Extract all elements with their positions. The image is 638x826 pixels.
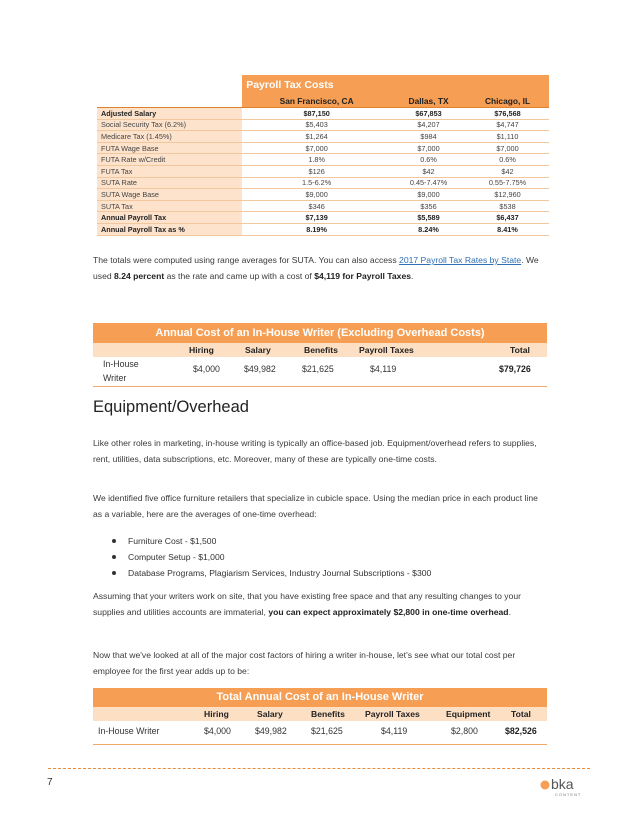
- annual-cell: $4,119: [370, 364, 397, 374]
- total-cell: $4,119: [381, 726, 408, 736]
- payroll-table-title-row: [97, 75, 549, 95]
- bullet-icon: [112, 571, 116, 575]
- table-cell: $4,207: [391, 119, 466, 131]
- payroll-table-title: Payroll Tax Costs: [242, 75, 391, 95]
- table-row: [97, 177, 549, 189]
- table-cell: $126: [242, 165, 391, 177]
- table-cell: $7,000: [391, 142, 466, 154]
- table-row: [97, 223, 549, 235]
- payroll-table-header-row: [97, 95, 549, 108]
- row-label: FUTA Tax: [97, 165, 242, 177]
- table-cell: $5,403: [242, 119, 391, 131]
- table-cell: $538: [466, 200, 549, 212]
- total-cost-table-title: Total Annual Cost of an In-House Writer: [93, 688, 547, 707]
- suta-note-paragraph: The totals were computed using range averages for SUTA. You can also access 2017 Payroll Tax Rates by State. We used 8.24 percent as the rate and came up with a cost of $4,119 for Payroll Taxes.: [93, 255, 539, 281]
- table-cell: 8.19%: [242, 223, 391, 235]
- row-label: FUTA Rate w/Credit: [97, 154, 242, 166]
- total-cell: $4,000: [204, 726, 231, 736]
- table-cell: $6,437: [466, 212, 549, 224]
- table-cell: 0.45-7.47%: [391, 177, 466, 189]
- table-cell: 0.6%: [466, 154, 549, 166]
- table-cell: $42: [466, 165, 549, 177]
- table-row: [97, 165, 549, 177]
- equipment-paragraph-1: Like other roles in marketing, in-house writing is typically an office-based job. Equipment/overhead refers to supplies, rent, utilities, data subscriptions, etc. Moreover, many of these are typically one-time costs.: [93, 438, 537, 464]
- table-cell: $12,960: [466, 189, 549, 201]
- col-header: Dallas, TX: [391, 95, 466, 108]
- table-row: [97, 142, 549, 154]
- overhead-list: [110, 533, 431, 581]
- annual-row-label: In-House Writer: [103, 359, 139, 383]
- annual-cost-table-title: Annual Cost of an In-House Writer (Excluding Overhead Costs): [93, 323, 547, 343]
- col-header: San Francisco, CA: [242, 95, 391, 108]
- table-cell: $7,000: [242, 142, 391, 154]
- bka-content-logo: [538, 775, 592, 799]
- table-row: [97, 200, 549, 212]
- table-row: [97, 189, 549, 201]
- list-item: Furniture Cost - $1,500: [110, 533, 431, 549]
- row-label: SUTA Rate: [97, 177, 242, 189]
- annual-cell: $4,000: [193, 364, 220, 374]
- col-header: Chicago, IL: [466, 95, 549, 108]
- annual-cost-table-header: Hiring Salary Benefits Payroll Taxes Total: [93, 343, 547, 357]
- payroll-tax-table: [97, 75, 549, 236]
- table-cell: $1,264: [242, 131, 391, 143]
- table-cell: $7,139: [242, 212, 391, 224]
- table-cell: $1,110: [466, 131, 549, 143]
- row-label: FUTA Wage Base: [97, 142, 242, 154]
- equipment-paragraph-3: Assuming that your writers work on site, that you have existing free space and that any resulting changes to your supplies and utilities accounts are immaterial, you can expect approximately $2,800 in one-time overhead.: [93, 591, 522, 617]
- row-label: Medicare Tax (1.45%): [97, 131, 242, 143]
- payroll-tax-rates-link[interactable]: 2017 Payroll Tax Rates by State: [399, 255, 522, 265]
- table-cell: 0.55-7.75%: [466, 177, 549, 189]
- row-label: SUTA Wage Base: [97, 189, 242, 201]
- bullet-icon: [112, 539, 116, 543]
- table-cell: 1.8%: [242, 154, 391, 166]
- table-cell: $67,853: [391, 108, 466, 120]
- table-cell: 1.5-6.2%: [242, 177, 391, 189]
- row-label: Social Security Tax (6.2%): [97, 119, 242, 131]
- table-row: [97, 119, 549, 131]
- table-cell: $984: [391, 131, 466, 143]
- annual-cell: $21,625: [302, 364, 334, 374]
- annual-cell: $49,982: [244, 364, 276, 374]
- row-label: Adjusted Salary: [97, 108, 242, 120]
- total-cell: $2,800: [451, 726, 478, 736]
- row-label: Annual Payroll Tax as %: [97, 223, 242, 235]
- table-cell: $9,000: [391, 189, 466, 201]
- equipment-paragraph-2: We identified five office furniture retailers that specialize in cubicle space. Using the median price in each product line as a variable, here are the averages of one-time overhead:: [93, 493, 538, 519]
- table-cell: $5,589: [391, 212, 466, 224]
- row-label: Annual Payroll Tax: [97, 212, 242, 224]
- svg-text:bka: bka: [551, 776, 574, 792]
- row-label: SUTA Tax: [97, 200, 242, 212]
- equipment-heading: Equipment/Overhead: [93, 398, 249, 416]
- list-item: Database Programs, Plagiarism Services, Industry Journal Subscriptions - $300: [110, 565, 431, 581]
- total-row-label: In-House Writer: [98, 726, 160, 736]
- table-cell: $356: [391, 200, 466, 212]
- table-row: [97, 212, 549, 224]
- table-cell: 8.24%: [391, 223, 466, 235]
- bullet-icon: [112, 555, 116, 559]
- total-cell: $49,982: [255, 726, 287, 736]
- svg-text:CONTENT: CONTENT: [555, 792, 582, 797]
- annual-total-cell: $79,726: [499, 364, 531, 374]
- table-cell: $76,568: [466, 108, 549, 120]
- footer-divider: [48, 768, 590, 769]
- table-cell: $7,000: [466, 142, 549, 154]
- table-cell: $9,000: [242, 189, 391, 201]
- page-number: 7: [47, 777, 53, 788]
- total-cell: $21,625: [311, 726, 343, 736]
- list-item: Computer Setup - $1,000: [110, 549, 431, 565]
- bka-logo-icon: [538, 775, 592, 799]
- table-cell: $4,747: [466, 119, 549, 131]
- total-sum-cell: $82,526: [505, 726, 537, 736]
- table-cell: $87,150: [242, 108, 391, 120]
- equipment-paragraph-4: Now that we've looked at all of the major cost factors of hiring a writer in-house, let's see what our total cost per employee for the first year adds up to be:: [93, 650, 516, 676]
- table-cell: $346: [242, 200, 391, 212]
- table-row: [97, 131, 549, 143]
- table-cell: 0.6%: [391, 154, 466, 166]
- table-row: [97, 108, 549, 120]
- total-cost-table-header: Hiring Salary Benefits Payroll Taxes Equipment Total: [93, 707, 547, 721]
- table-row: [97, 154, 549, 166]
- table-cell: $42: [391, 165, 466, 177]
- table-cell: 8.41%: [466, 223, 549, 235]
